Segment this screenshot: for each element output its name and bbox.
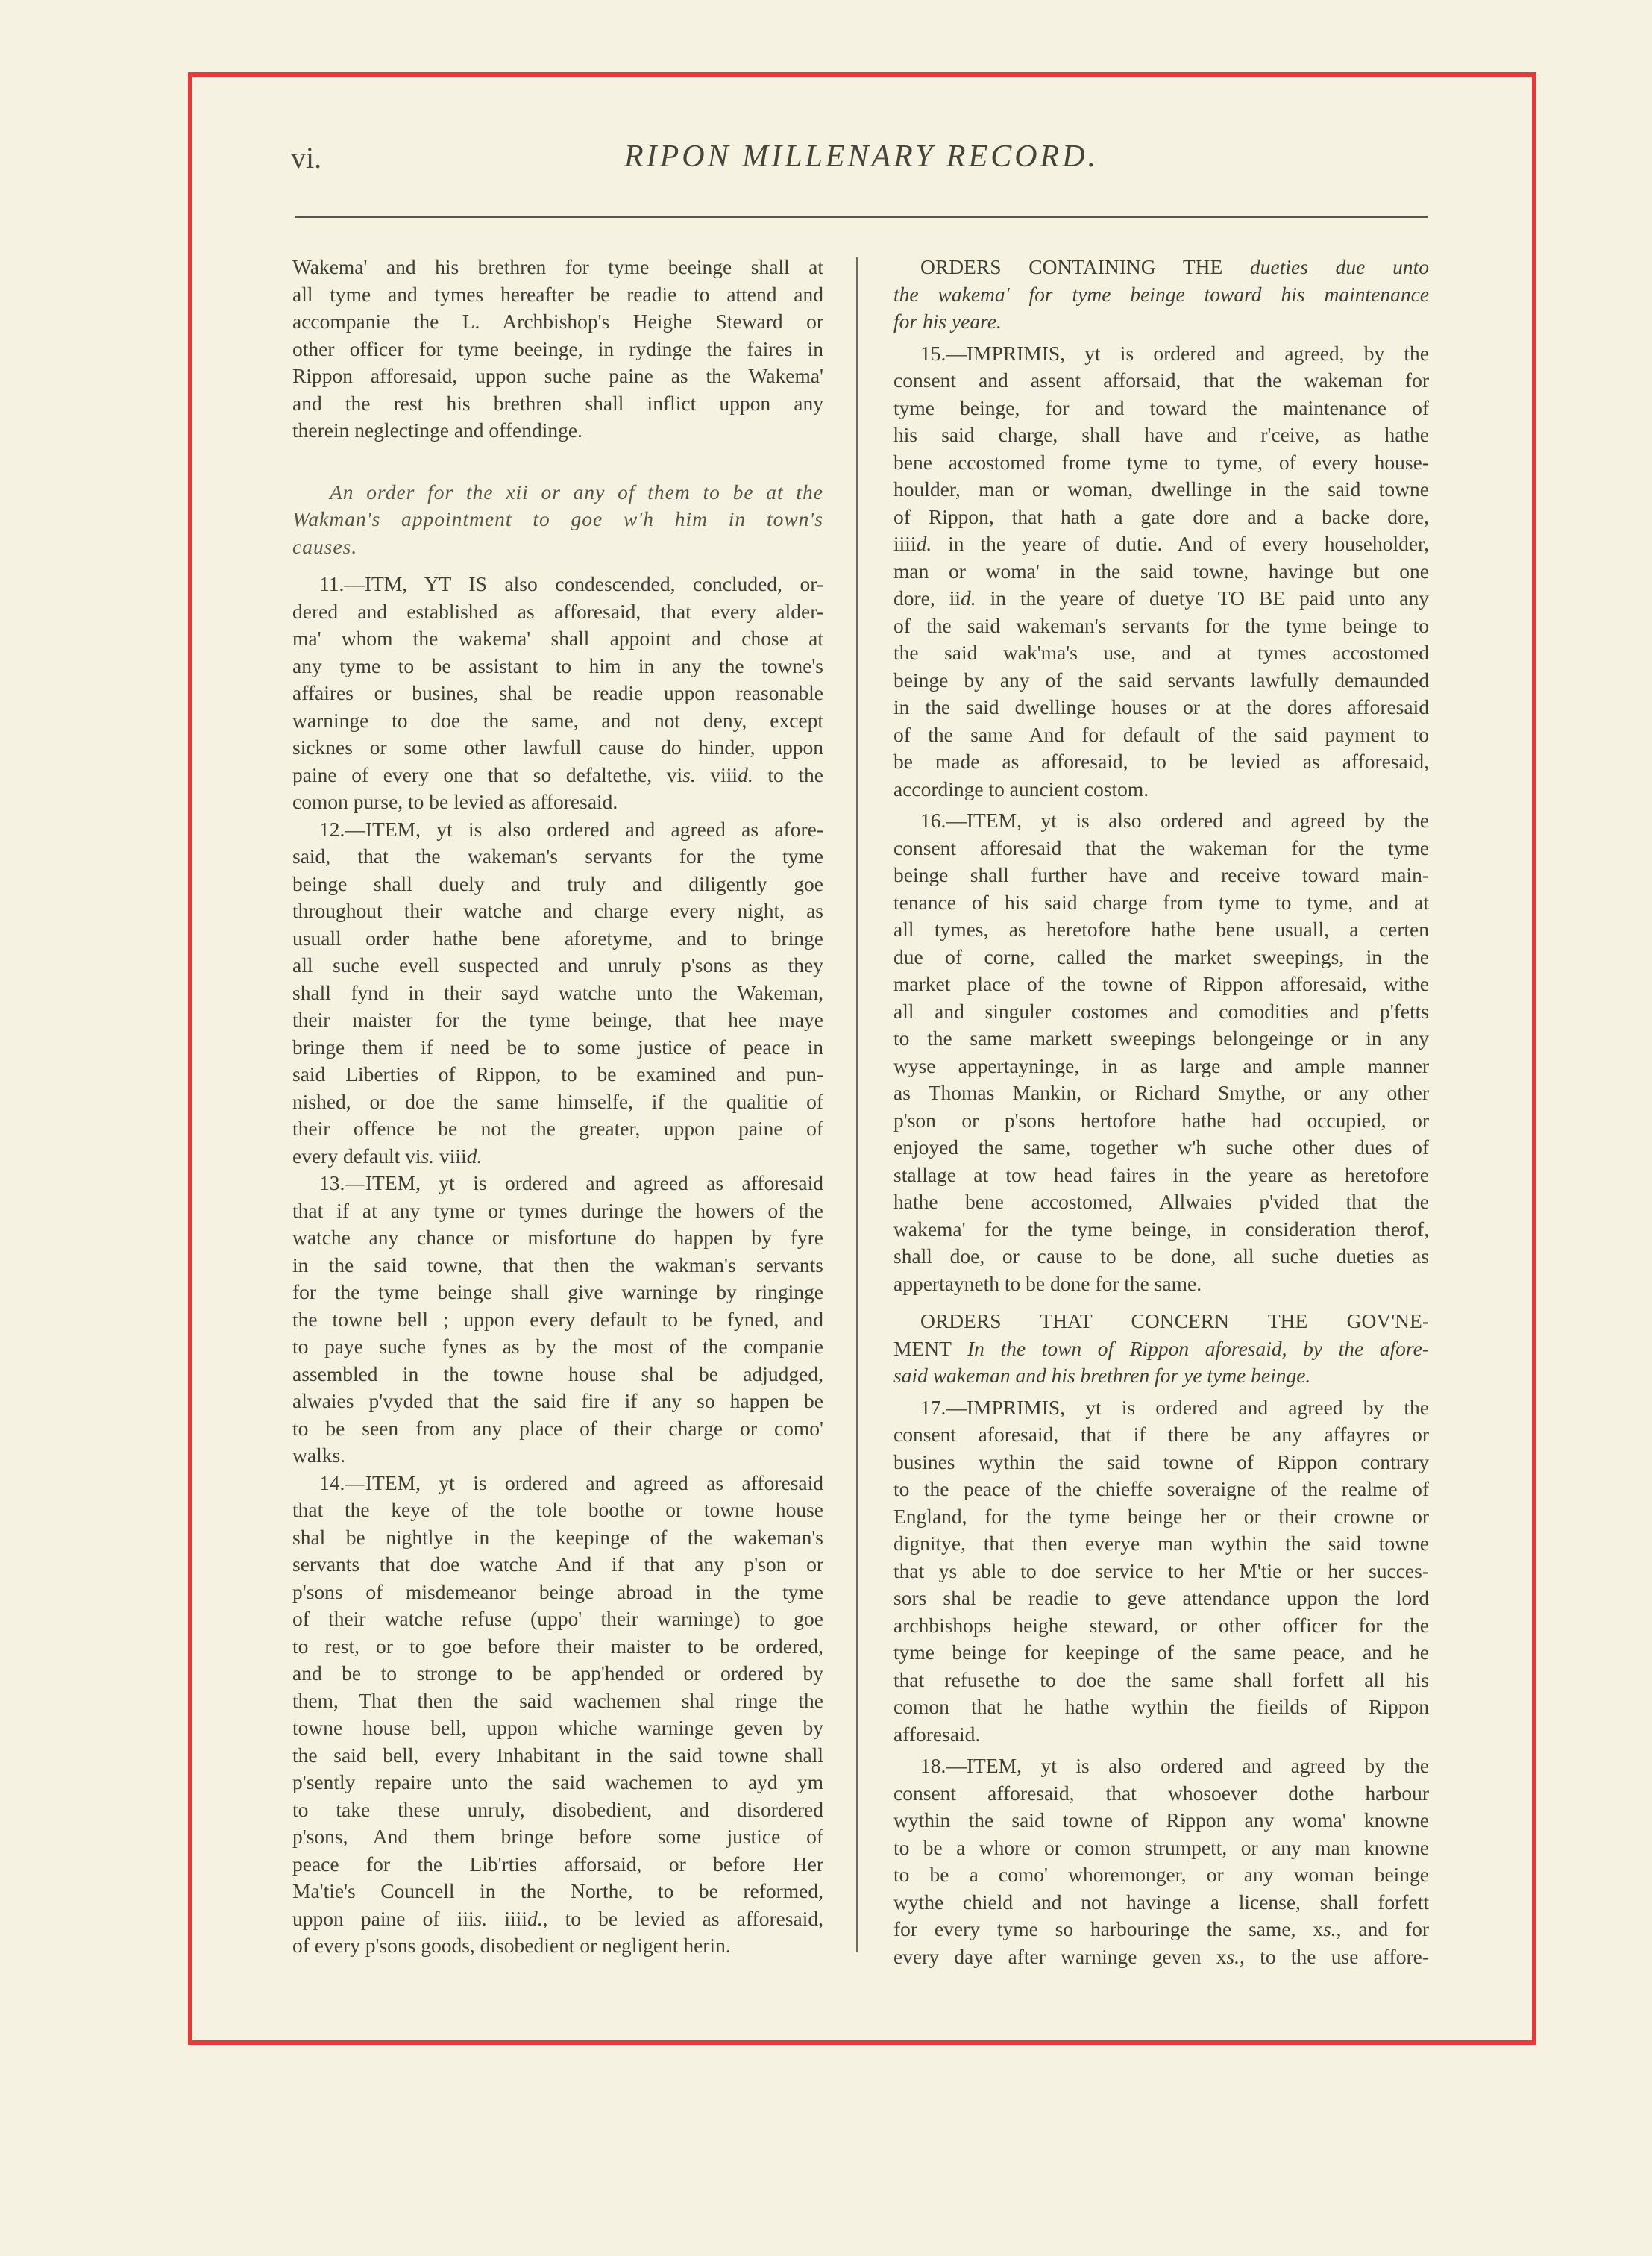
text-line: busines wythin the said towne of Rippon contrary xyxy=(893,1450,1429,1473)
text-line: 15.—IMPRIMIS, yt is ordered and agreed, by the xyxy=(920,341,1429,365)
text-line: sors shal be readie to geve attendance uppon the lord xyxy=(893,1586,1429,1609)
text-line: to the same markett sweepings belongeinge or in any xyxy=(893,1027,1429,1050)
column-divider xyxy=(856,257,858,1952)
text-line xyxy=(893,1943,1429,1971)
text-line xyxy=(292,506,823,533)
text-line: all and singuler costomes and comodities and p'fetts xyxy=(893,999,1429,1023)
italic-text: d. xyxy=(961,586,976,610)
paragraph xyxy=(292,254,823,445)
text-segment: for every tyme so harbouringe the same, x xyxy=(893,1917,1324,1940)
text-line: all tymes, as heretofore hathe bene usuall, a certen xyxy=(893,918,1429,941)
text-line xyxy=(893,254,1429,281)
text-segment: MENT xyxy=(893,1336,967,1360)
text-line: warninge to doe the same, and not deny, except xyxy=(292,708,823,732)
text-segment: ORDERS CONTAINING THE xyxy=(920,255,1251,278)
text-line: beinge shall duely and truly and diligently goe xyxy=(292,871,823,895)
text-line: p'sently repaire unto the said wachemen to ayd ym xyxy=(292,1770,823,1793)
text-line: all tyme and tymes hereafter be readie to attend and xyxy=(292,282,823,306)
text-line: be made as afforesaid, to be levied as afforesaid, xyxy=(893,750,1429,773)
text-line: wyse appertayninge, in as large and ample manner xyxy=(893,1053,1429,1077)
italic-text: d. xyxy=(916,532,932,555)
running-title: RIPON MILLENARY RECORD. xyxy=(624,140,1099,174)
text-line: tyme beinge for keepinge of the same peace, and he xyxy=(893,1641,1429,1664)
text-line: for the tyme beinge shall give warninge by ringinge xyxy=(292,1280,823,1303)
italic-text: s. xyxy=(474,1906,488,1930)
text-line: to be a whore or comon strumpett, or any man knowne xyxy=(893,1835,1429,1859)
paragraph xyxy=(893,340,1429,803)
text-line: appertayneth to be done for the same. xyxy=(893,1271,1202,1295)
text-line: 11.—ITM, YT IS also condescended, concluded, or- xyxy=(319,572,823,595)
text-line xyxy=(292,1143,823,1171)
text-line: his said charge, shall have and r'ceive, as hathe xyxy=(893,423,1429,446)
text-line: man or woma' in the said towne, havinge but one xyxy=(893,559,1429,583)
text-line: any tyme to be assistant to him in any the towne's xyxy=(292,654,823,677)
text-line: other officer for tyme beeinge, in rydinge the faires in xyxy=(292,336,823,360)
text-line: that the keye of the tole boothe or towne house xyxy=(292,1498,823,1521)
text-line: beinge by any of the said servants lawfully demaunded xyxy=(893,668,1429,692)
text-line: p'sons of misdemeanor beinge abroad in the tyme xyxy=(292,1579,823,1603)
italic-text: d. xyxy=(738,762,753,786)
text-line: market place of the towne of Rippon afforesaid, withe xyxy=(893,972,1429,995)
text-line: alwaies p'vyded that the said fire if any so happen be xyxy=(292,1389,823,1412)
text-line: consent and assent afforsaid, that the wakeman for xyxy=(893,369,1429,392)
text-line: said Liberties of Rippon, to be examined and pun- xyxy=(292,1062,823,1085)
text-line: them, That then the said wachemen shal ringe the xyxy=(292,1688,823,1712)
text-line: and the rest his brethren shall inflict uppon any xyxy=(292,391,823,415)
text-line: sicknes or some other lawfull cause do hinder, uppon xyxy=(292,736,823,759)
text-line: stallage at tow head faires in the yeare as heretofore xyxy=(893,1162,1429,1186)
text-segment: , and for xyxy=(1336,1917,1429,1940)
text-line: p'son or p'sons hertofore hathe had occupied, or xyxy=(893,1108,1429,1132)
text-line xyxy=(893,1335,1429,1363)
text-line: nished, or doe the same himselfe, if the qualitie of xyxy=(292,1089,823,1113)
text-segment: paine of every one that so defaltethe, vi xyxy=(292,762,683,786)
text-segment: every daye after warninge geven x xyxy=(893,1944,1227,1968)
text-line: consent afforesaid that the wakeman for the tyme xyxy=(893,836,1429,859)
text-line: afforesaid. xyxy=(893,1722,981,1746)
text-line: to paye suche fynes as by the most of the companie xyxy=(292,1335,823,1358)
text-line: tenance of his said charge from tyme to tyme, and at xyxy=(893,890,1429,914)
text-segment: , to be levied as afforesaid, xyxy=(542,1906,824,1930)
text-line: accordinge to auncient costom. xyxy=(893,777,1149,800)
text-line: dignitye, that then everye man wythin the said towne xyxy=(893,1532,1429,1555)
text-line: shal be nightlye in the keepinge of the wakeman's xyxy=(292,1525,823,1549)
text-line xyxy=(292,533,823,561)
text-line: wythin the said towne of Rippon any woma' knowne xyxy=(893,1808,1429,1832)
text-line: hathe bene accostomed, Allwaies p'vided that the xyxy=(893,1190,1429,1213)
text-line: and be to stronge to be app'hended or ordered by xyxy=(292,1661,823,1685)
text-line: beinge shall further have and receive toward main- xyxy=(893,863,1429,886)
text-line: affaires or busines, shal be readie uppon reasonable xyxy=(292,681,823,704)
text-line: the said wak'ma's use, and at tymes accostomed xyxy=(893,641,1429,664)
text-line: in the said dwellinge houses or at the dores afforesaid xyxy=(893,695,1429,718)
text-line: England, for the tyme beinge her or their crowne or xyxy=(893,1504,1429,1528)
text-line xyxy=(893,585,1429,612)
section-heading xyxy=(893,1308,1429,1390)
text-line: p'sons, And them bringe before some justice of xyxy=(292,1825,823,1848)
italic-text: s. xyxy=(1323,1917,1337,1940)
text-segment: to the xyxy=(753,762,823,786)
text-line: peace for the Lib'rties afforsaid, or before Her xyxy=(292,1852,823,1876)
text-line: that refusethe to doe the same shall forfett all his xyxy=(893,1667,1429,1691)
text-line: wythe chield and not havinge a license, shall forfett xyxy=(893,1890,1429,1914)
text-line xyxy=(893,308,1429,336)
text-line: of the same And for default of the said payment to xyxy=(893,722,1429,746)
text-line: 12.—ITEM, yt is also ordered and agreed as afore- xyxy=(319,817,823,841)
text-line: to be seen from any place of their charge or como' xyxy=(292,1416,823,1440)
text-line xyxy=(292,762,823,789)
text-segment: dore, ii xyxy=(893,586,961,610)
text-line: usuall order hathe bene aforetyme, and to bringe xyxy=(292,926,823,950)
paragraph xyxy=(893,1752,1429,1970)
paragraph xyxy=(292,816,823,1171)
text-line: servants that doe watche And if that any p'son or xyxy=(292,1552,823,1576)
text-line: of the said wakeman's servants for the tyme beinge to xyxy=(893,613,1429,637)
text-line xyxy=(893,1308,1429,1335)
italic-text: Wakman's appointment to goe w'h him in town's xyxy=(292,507,823,530)
italic-text: the wakema' for tyme beinge toward his maintenance xyxy=(893,282,1429,306)
text-line: their offence be not the greater, uppon paine of xyxy=(292,1117,823,1140)
text-line: due of corne, called the market sweepings, in the xyxy=(893,944,1429,968)
text-line: 14.—ITEM, yt is ordered and agreed as afforesaid xyxy=(319,1470,823,1494)
text-line: their maister for the tyme beinge, that hee maye xyxy=(292,1008,823,1031)
text-line: Rippon afforesaid, uppon suche paine as the Wakema' xyxy=(292,364,823,387)
text-line: shall doe, or cause to be done, all suche dueties as xyxy=(893,1244,1429,1268)
text-line: Ma'tie's Councell in the Northe, to be reformed, xyxy=(292,1879,823,1902)
text-line: wakema' for the tyme beinge, in consideration therof, xyxy=(893,1217,1429,1241)
text-line: 13.—ITEM, yt is ordered and agreed as afforesaid xyxy=(319,1171,823,1194)
text-line: bene accostomed frome tyme to tyme, of every house- xyxy=(893,450,1429,474)
text-line: to be a como' whoremonger, or any woman beinge xyxy=(893,1863,1429,1886)
text-line: of Rippon, that hath a gate dore and a backe dore, xyxy=(893,504,1429,528)
text-line: houlder, man or woman, dwellinge in the said towne xyxy=(893,477,1429,501)
section-heading xyxy=(893,254,1429,336)
text-segment: , to the use affore- xyxy=(1240,1944,1429,1968)
italic-text: s. xyxy=(682,762,696,786)
text-line: assembled in the towne house shal be adjudged, xyxy=(292,1362,823,1385)
text-line: as Thomas Mankin, or Richard Smythe, or any other xyxy=(893,1081,1429,1104)
italic-text: causes. xyxy=(292,534,358,558)
text-line xyxy=(292,479,823,507)
italic-text: d. xyxy=(466,1144,483,1168)
text-segment: iiii xyxy=(487,1906,527,1930)
paragraph xyxy=(893,1394,1429,1749)
text-line: the towne bell ; uppon every default to be fyned, and xyxy=(292,1307,823,1331)
text-line: therein neglectinge and offendinge. xyxy=(292,419,582,442)
text-line: of their watche refuse (uppo' their warninge) to goe xyxy=(292,1607,823,1630)
text-line xyxy=(893,1916,1429,1943)
text-segment: uppon paine of iii xyxy=(292,1906,474,1930)
text-line xyxy=(292,1905,823,1933)
text-line: shall fynd in their sayd watche unto the Wakeman, xyxy=(292,980,823,1004)
italic-text: s. xyxy=(421,1144,435,1168)
text-line: dered and established as afforesaid, that every alder- xyxy=(292,599,823,623)
text-segment: ORDERS THAT CONCERN THE GOV'NE- xyxy=(920,1309,1429,1332)
text-line: enjoyed the same, together w'h suche other dues of xyxy=(893,1135,1429,1159)
right-column xyxy=(893,254,1429,1975)
paragraph xyxy=(292,1170,823,1470)
text-segment: iiii xyxy=(893,532,917,555)
paragraph xyxy=(292,571,823,816)
text-line: ma' whom the wakema' shall appoint and chose at xyxy=(292,627,823,650)
text-line: comon that he hathe wythin the fieilds of Rippon xyxy=(893,1695,1429,1718)
text-line: in the said towne, that then the wakman's servants xyxy=(292,1253,823,1276)
text-line: walks. xyxy=(292,1444,346,1467)
text-line: watche any chance or misfortune do happen by fyre xyxy=(292,1226,823,1249)
text-line: towne house bell, uppon whiche warninge geven by xyxy=(292,1716,823,1739)
text-line: comon purse, to be levied as afforesaid. xyxy=(292,790,618,813)
italic-text: said wakeman and his brethren for ye tyme beinge. xyxy=(893,1364,1311,1387)
paragraph xyxy=(893,807,1429,1297)
text-line xyxy=(893,1362,1429,1390)
text-line: archbishops heighe steward, or other officer for the xyxy=(893,1613,1429,1637)
left-column xyxy=(292,254,823,1960)
italic-text: d. xyxy=(527,1906,543,1930)
italic-text: In the town of Rippon aforesaid, by the afore- xyxy=(967,1336,1429,1360)
text-line: to rest, or to goe before their maister to be ordered, xyxy=(292,1634,823,1658)
text-line: bringe them if need be to some justice of peace in xyxy=(292,1035,823,1059)
text-segment: viii xyxy=(434,1144,467,1168)
text-segment: in the yeare of duetye TO BE paid unto any xyxy=(976,586,1429,610)
text-line: that ys able to doe service to her M'tie or her succes- xyxy=(893,1558,1429,1582)
text-line: Wakema' and his brethren for tyme beeinge shall at xyxy=(292,255,823,278)
text-line: accompanie the L. Archbishop's Heighe Steward or xyxy=(292,310,823,333)
text-line: 17.—IMPRIMIS, yt is ordered and agreed by the xyxy=(920,1395,1429,1419)
text-line xyxy=(893,530,1429,558)
text-line: to take these unruly, disobedient, and disordered xyxy=(292,1797,823,1821)
text-line xyxy=(893,281,1429,309)
text-line: tyme beinge, for and toward the maintenance of xyxy=(893,395,1429,419)
italic-text: dueties due unto xyxy=(1250,255,1429,278)
text-segment: in the yeare of dutie. And of every householder, xyxy=(932,532,1429,555)
text-segment: viii xyxy=(695,762,738,786)
text-line: to the peace of the chieffe soveraigne of the realme of xyxy=(893,1477,1429,1500)
text-line: that if at any tyme or tymes duringe the howers of the xyxy=(292,1198,823,1222)
italic-text: An order for the xii or any of them to be at the xyxy=(330,480,823,504)
text-line: 18.—ITEM, yt is also ordered and agreed by the xyxy=(920,1754,1429,1777)
page-number: vi. xyxy=(291,141,322,175)
text-line: said, that the wakeman's servants for the tyme xyxy=(292,845,823,868)
italic-text: s. xyxy=(1226,1944,1240,1968)
text-line: consent afforesaid, that whosoever dothe harbour xyxy=(893,1781,1429,1805)
paragraph xyxy=(292,1470,823,1960)
text-line: consent aforesaid, that if there be any affayres or xyxy=(893,1423,1429,1446)
text-line: the said bell, every Inhabitant in the said towne shall xyxy=(292,1743,823,1767)
text-line: throughout their watche and charge every night, as xyxy=(292,899,823,922)
text-segment: every default vi xyxy=(292,1144,421,1168)
header-rule xyxy=(295,216,1428,218)
text-line: all suche evell suspected and unruly p'sons as they xyxy=(292,953,823,977)
text-line: 16.—ITEM, yt is also ordered and agreed by the xyxy=(920,809,1429,832)
section-heading xyxy=(292,479,823,561)
italic-text: for his yeare. xyxy=(893,310,1002,333)
text-line: of every p'sons goods, disobedient or negligent herin. xyxy=(292,1934,731,1957)
